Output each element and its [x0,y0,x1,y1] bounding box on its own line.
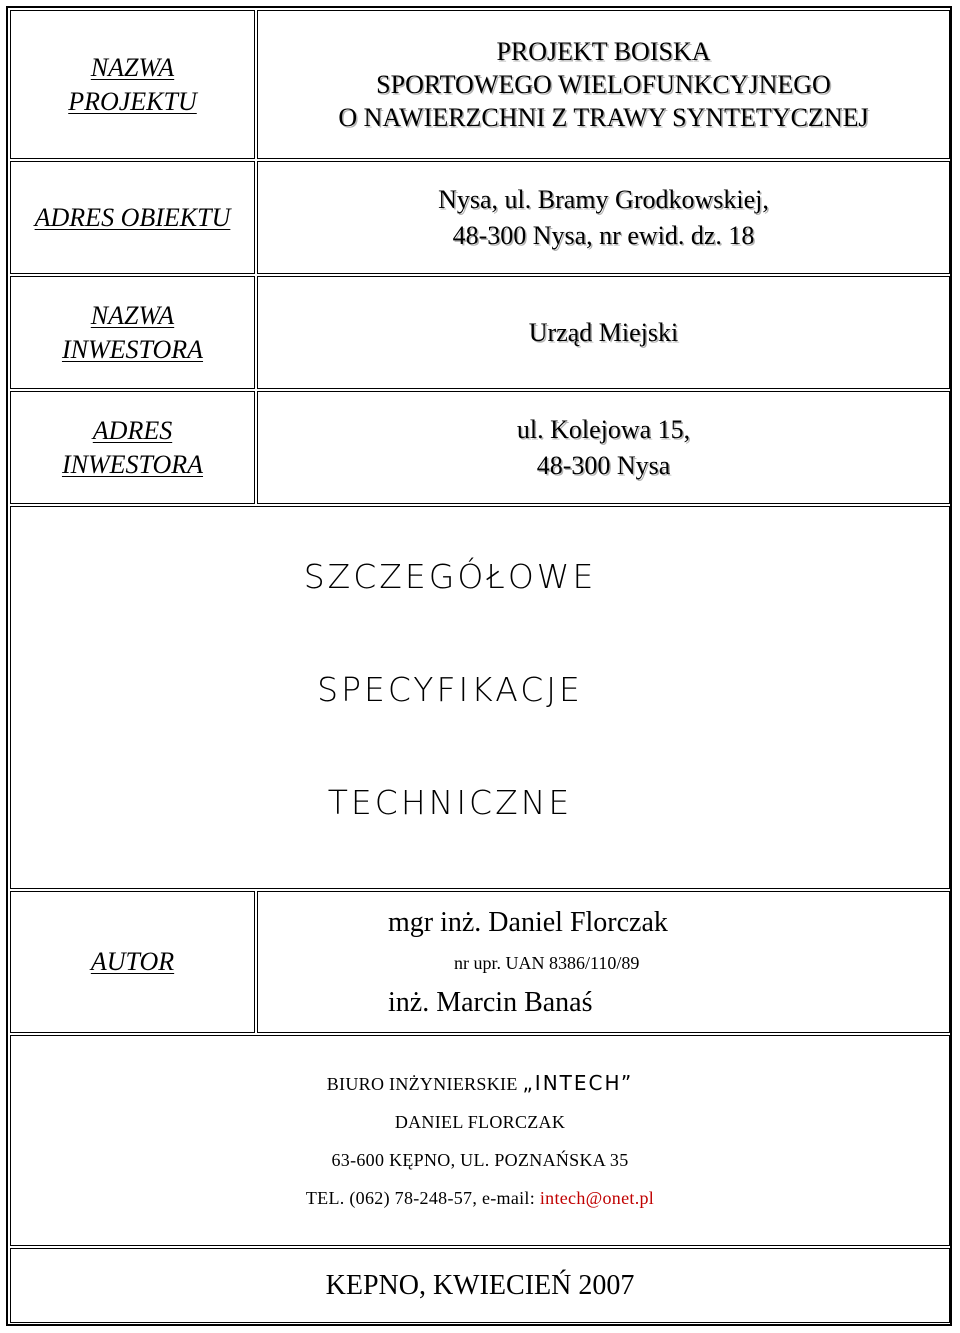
site-address-label-cell [10,161,255,274]
document-title-line-1: SZCZEGÓŁOWE [303,557,597,596]
office-line-1: BIURO INŻYNIERSKIE „INTECH” [326,1071,634,1095]
footer-date-line: KEPNO, KWIECIEŃ 2007 [325,1269,635,1301]
project-name-value: PROJEKT BOISKA SPORTOWEGO WIELOFUNKCYJNEGO O NAWIERZCHNI Z TRAWY SYNTETYCZNEJ [338,37,869,132]
author-value-cell [257,891,950,1033]
office-line-4: TEL. (062) 78-248-57, e-mail: intech@onet.pl [305,1188,655,1208]
project-name-value-cell [257,10,950,159]
investor-address-label: ADRES INWESTORA [61,415,204,479]
author-label-cell [10,891,255,1033]
investor-address-value-cell [257,391,950,504]
investor-name-label-cell [10,276,255,389]
footer-cell [10,1248,950,1323]
office-line-3: 63-600 KĘPNO, UL. POZNAŃSKA 35 [331,1150,629,1170]
site-address-label: ADRES OBIEKTU [34,202,231,232]
author-name-1: mgr inż. Daniel Florczak [388,907,668,938]
investor-name-value: Urząd Miejski [528,317,679,347]
office-cell [10,1035,950,1246]
investor-name-label: NAZWA INWESTORA [61,300,204,364]
author-label: AUTOR [90,947,175,976]
investor-address-value: ul. Kolejowa 15, 48-300 Nysa [516,414,691,480]
office-line-2: DANIEL FLORCZAK [394,1112,566,1132]
author-registration: nr upr. UAN 8386/110/89 [454,953,640,973]
investor-name-value-cell [257,276,950,389]
site-address-value: Nysa, ul. Bramy Grodkowskiej, 48-300 Nysa, nr ewid. dz. 18 [438,184,769,250]
document-title-line-3: TECHNICZNE [327,783,573,822]
document-title-line-2: SPECYFIKACJE [317,670,583,709]
document-title-cell [10,506,950,889]
author-name-2: inż. Marcin Banaś [388,987,593,1018]
project-name-label: NAZWA PROJEKTU [68,52,197,116]
investor-address-label-cell [10,391,255,504]
site-address-value-cell [257,161,950,274]
project-name-label-cell [10,10,255,159]
office-email-link[interactable]: intech@onet.pl [539,1188,655,1208]
